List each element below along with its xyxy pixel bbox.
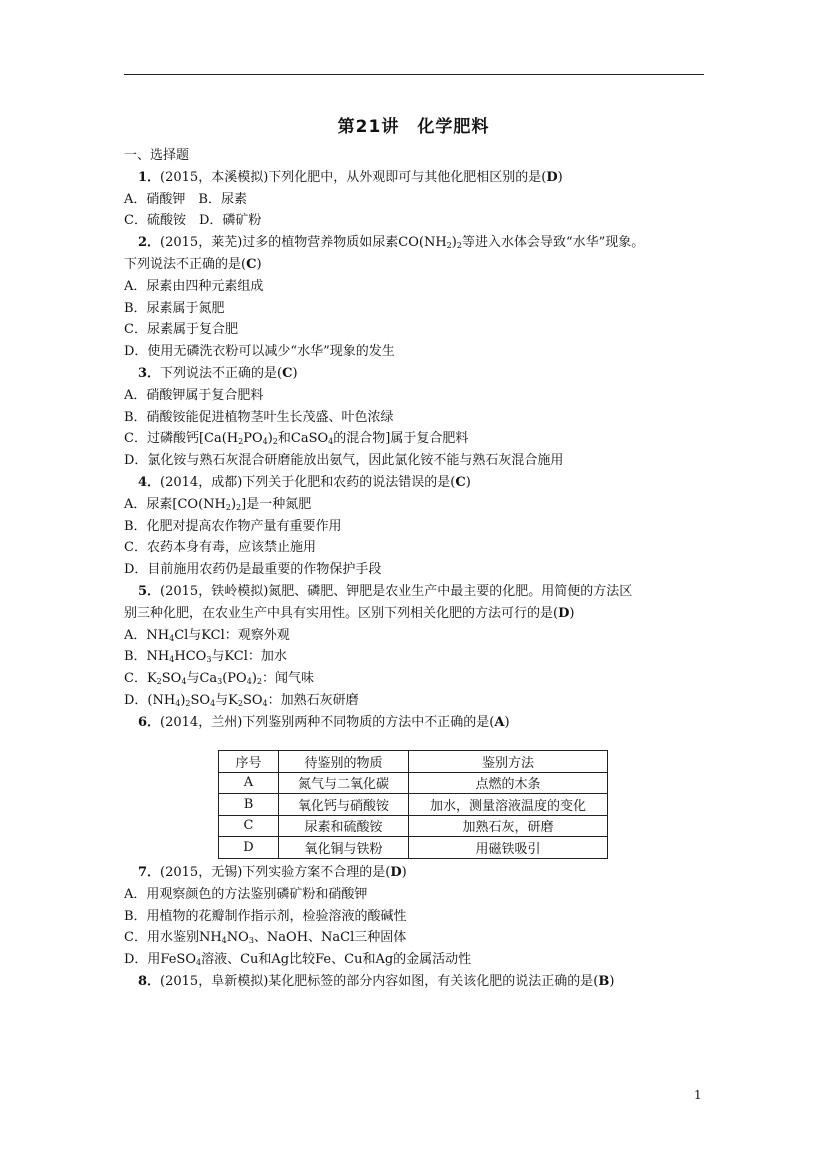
q7-option-b: B．用植物的花瓣制作指示剂，检验溶液的酸碱性	[124, 908, 407, 924]
q2-option-a: A．尿素由四种元素组成	[124, 278, 264, 294]
table-cell: 尿素和硫酸铵	[279, 815, 409, 837]
table-cell: B	[219, 794, 279, 816]
q3-option-c: C．过磷酸钙[$Ca(H_2PO_4)_2$和CaSO$_4$的混合物]属于复合肥料	[124, 431, 469, 447]
table-cell: 氧化钙与硝酸铵	[279, 794, 409, 816]
q2-option-b: B．尿素属于氮肥	[124, 300, 225, 316]
table-row	[219, 794, 608, 816]
q7-option-d: D．用FeSO$_4$溶液、Cu和Ag比较Fe、Cu和Ag的金属活动性	[124, 952, 472, 968]
identification-table	[218, 750, 608, 859]
table-row	[219, 837, 608, 859]
question-7: 7．(2015，无锡)下列实验方案不合理的是(D)	[138, 865, 407, 880]
answer: C	[246, 256, 257, 272]
table-cell: 用磁铁吸引	[409, 837, 608, 859]
q4-option-c: C．农药本身有毒，应该禁止施用	[124, 540, 316, 556]
table-cell: A	[219, 772, 279, 794]
q3-option-b: B．硝酸铵能促进植物茎叶生长茂盛、叶色浓绿	[124, 409, 394, 425]
answer: C	[455, 474, 466, 490]
table-header: 鉴别方法	[409, 751, 608, 773]
q7-option-a: A．用观察颜色的方法鉴别磷矿粉和硝酸钾	[124, 886, 368, 902]
q4-option-a: A．尿素$[CO(NH_2)_2]$是一种氮肥	[124, 496, 312, 512]
q3-option-d: D．氯化铵与熟石灰混合研磨能放出氨气，因此氯化铵不能与熟石灰混合施用	[124, 453, 564, 469]
q7-option-c: C．用水鉴别$NH_4NO_3$、NaOH、NaCl三种固体	[124, 930, 407, 946]
q5-option-a: A．$NH_4Cl$与KCl：观察外观	[124, 627, 290, 643]
q2-option-d: D．使用无磷洗衣粉可以减少“水华”现象的发生	[124, 344, 395, 360]
question-8: 8．(2015，阜新模拟)某化肥标签的部分内容如图，有关该化肥的说法正确的是(B)	[138, 973, 615, 989]
page-title: 第21讲 化学肥料	[337, 117, 490, 137]
answer: B	[598, 973, 610, 989]
table-cell: 加水，测量溶液温度的变化	[409, 794, 608, 816]
q5-option-b: B．$NH_4HCO_3$与KCl：加水	[124, 649, 287, 665]
q2-option-c: C．尿素属于复合肥	[124, 322, 238, 338]
header-rule	[124, 74, 704, 75]
answer: D	[390, 865, 402, 880]
question-2: 2．(2015，莱芜)过多的植物营养物质如尿素$CO(NH_2)_2$等进入水体会导致“水华”现象。	[138, 235, 645, 251]
q4-option-b: B．化肥对提高农作物产量有重要作用	[124, 518, 342, 534]
question-5-cont: 别三种化肥，在农业生产中具有实用性。区别下列相关化肥的方法可行的是(D)	[124, 605, 575, 621]
q1-options-ab: A．硝酸钾 B．尿素	[124, 191, 247, 207]
question-3: 3．下列说法不正确的是(C)	[138, 365, 298, 381]
q5-option-c: C．$K_2SO_4$与$Ca_3(PO_4)_2$：闻气味	[124, 671, 314, 687]
question-block-1	[124, 145, 704, 734]
table-cell: 氧化铜与铁粉	[279, 837, 409, 859]
question-block-2	[124, 862, 704, 993]
table-cell: 点燃的木条	[409, 772, 608, 794]
page-number: 1	[694, 1088, 702, 1102]
table-header-row	[219, 751, 608, 773]
q4-option-d: D．目前施用农药仍是最重要的作物保护手段	[124, 562, 382, 578]
table-header: 序号	[219, 751, 279, 773]
table-cell: D	[219, 837, 279, 859]
question-6: 6．(2014，兰州)下列鉴别两种不同物质的方法中不正确的是(A)	[138, 714, 510, 730]
question-2-cont: 下列说法不正确的是(C)	[124, 256, 262, 272]
answer: C	[282, 365, 293, 381]
table-cell: 加熟石灰，研磨	[409, 815, 608, 837]
answer: A	[494, 714, 505, 730]
table-cell: 氮气与二氧化碳	[279, 772, 409, 794]
q5-option-d: D．$(NH_4)_2SO_4$与$K_2SO_4$：加熟石灰研磨	[124, 692, 359, 708]
question-5: 5．(2015，铁岭模拟)氮肥、磷肥、钾肥是农业生产中最主要的化肥。用简便的方法区	[138, 583, 633, 599]
table-row	[219, 815, 608, 837]
q3-option-a: A．硝酸钾属于复合肥料	[124, 387, 264, 403]
answer: D	[546, 169, 558, 185]
table-cell: C	[219, 815, 279, 837]
q1-options-cd: C．硫酸铵 D．磷矿粉	[124, 213, 262, 229]
table-header: 待鉴别的物质	[279, 751, 409, 773]
question-1: 1．(2015，本溪模拟)下列化肥中，从外观即可与其他化肥相区别的是(D)	[138, 169, 563, 185]
answer: D	[558, 605, 570, 621]
section-heading: 一、选择题	[124, 148, 190, 163]
table-row	[219, 772, 608, 794]
question-4: 4．(2014，成都)下列关于化肥和农药的说法错误的是(C)	[138, 474, 471, 490]
